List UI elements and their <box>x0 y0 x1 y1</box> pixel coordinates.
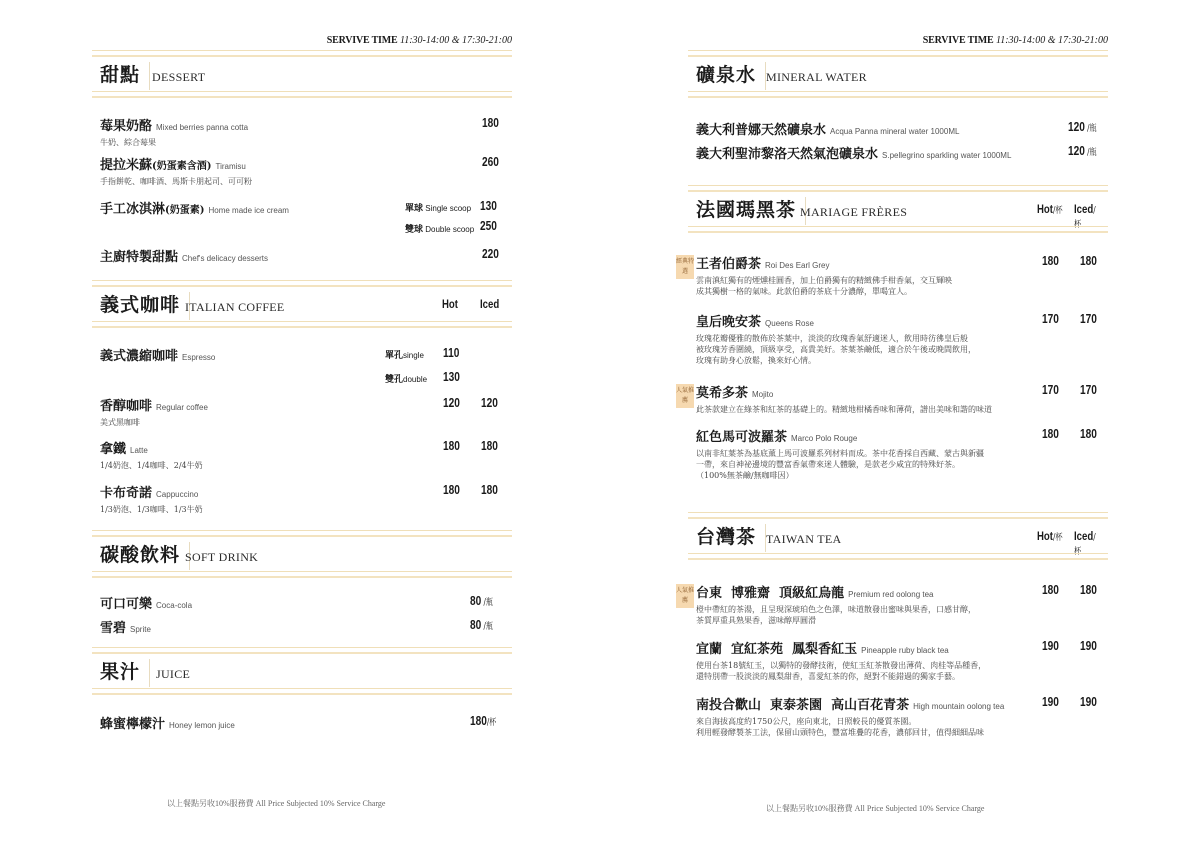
price-iced: 180 <box>1080 253 1097 268</box>
section-header-dessert <box>92 50 512 98</box>
service-time: SERVIVE TIME 11:30-14:00 & 17:30-21:00 <box>922 35 1108 46</box>
price: 110 <box>443 345 460 360</box>
menu-item: 香醇咖啡 Regular coffee 美式黑咖啡 120 120 <box>100 395 498 427</box>
option-label: 單球 Single scoop <box>405 204 472 214</box>
price: 80 /瓶 <box>470 617 493 632</box>
section-title-zh: 法國瑪黑茶 <box>696 197 806 225</box>
section-title-zh: 果汁 <box>100 659 150 687</box>
price-iced: 180 <box>1080 582 1097 597</box>
price: 220 <box>482 246 499 261</box>
price-hot: 180 <box>1042 253 1059 268</box>
section-title-zh: 甜點 <box>100 62 150 90</box>
price-hot: 190 <box>1042 638 1059 653</box>
menu-item: 義式濃縮咖啡 Espresso 單孔single 110 雙孔double 130 <box>100 345 460 385</box>
price-iced: 180 <box>481 482 498 497</box>
column-header-iced: Iced/杯 <box>1074 202 1096 230</box>
option-label: 雙孔double <box>385 375 428 385</box>
menu-item: 宜蘭 宜紅茶苑 鳳梨香紅玉 Pineapple ruby black tea 使用台茶18號紅玉，以獨特的發酵技術，使紅玉紅茶散發出薄荷、肉桂等品種香， 還特別帶一股淡淡的鳳梨甜香，喜愛紅茶的你，絕對不能錯過的獨家手藝。 190 190 <box>696 638 1097 681</box>
section-title-en: DESSERT <box>152 70 206 84</box>
price-hot: 170 <box>1042 382 1059 397</box>
column-header-iced: Iced <box>480 297 500 311</box>
section-header-juice <box>92 647 512 695</box>
price: 120 /瓶 <box>1068 143 1097 158</box>
left-menu-page <box>92 0 512 848</box>
section-title-en: MINERAL WATER <box>766 70 867 84</box>
menu-item: 主廚特製甜點 Chef's delicacy desserts 220 <box>100 246 499 265</box>
menu-item: 雪碧 Sprite 80 /瓶 <box>100 617 493 636</box>
price-iced: 120 <box>481 395 498 410</box>
price-iced: 180 <box>481 438 498 453</box>
section-title-en: JUICE <box>156 667 191 681</box>
popular-badge: 人氣推薦 <box>676 384 694 408</box>
column-header-hot: Hot/杯 <box>1037 529 1063 543</box>
price: 180 <box>482 115 499 130</box>
option-label: 單孔single <box>385 351 424 361</box>
menu-item: 人氣推薦 莫希多茶 Mojito 此茶款建立在綠茶和紅茶的基礎上的。精緻地柑橘香味和薄荷，譜出美味和諧的味道 170 170 <box>676 382 1097 414</box>
price-iced: 190 <box>1080 638 1097 653</box>
service-time: SERVIVE TIME 11:30-14:00 & 17:30-21:00 <box>326 35 512 46</box>
popular-badge: 人氣推薦 <box>676 584 694 608</box>
column-header-iced: Iced/杯 <box>1074 529 1096 557</box>
price-hot: 180 <box>1042 426 1059 441</box>
menu-item: 手工冰淇淋(奶蛋素) Home made ice cream 單球 Single scoop 130 雙球 Double scoop 250 <box>100 198 497 235</box>
price: 130 <box>480 198 497 213</box>
price-hot: 190 <box>1042 694 1059 709</box>
section-title-zh: 義式咖啡 <box>100 292 190 320</box>
section-header-mariage-freres <box>688 185 1108 233</box>
section-title-zh: 台灣茶 <box>696 524 766 552</box>
menu-item: 提拉米蘇(奶蛋素含酒) Tiramisu 手指餅乾、咖啡酒、馬斯卡朋起司、可可粉 260 <box>100 154 499 186</box>
column-header-hot: Hot <box>442 297 458 311</box>
menu-item: 皇后晚安茶 Queens Rose 玫瑰花瓣優雅的散佈於茶葉中，淡淡的玫瑰香氣舒適迷人，飲用時彷彿皇后般 被玫瑰芳香圍繞，頂級享受，高貴美好。茶葉茶鹼低，適合於午後或晚間飲用， 玫瑰有助身心放鬆，換來好心情。 170 170 <box>696 311 1097 365</box>
price: 250 <box>480 218 497 233</box>
price-hot: 180 <box>1042 582 1059 597</box>
price: 120 /瓶 <box>1068 119 1097 134</box>
section-title-zh: 碳酸飲料 <box>100 542 190 570</box>
price-iced: 170 <box>1080 311 1097 326</box>
menu-item: 莓果奶酪 Mixed berries panna cotta 牛奶、綜合莓果 180 <box>100 115 499 147</box>
section-title-en: SOFT DRINK <box>185 550 259 564</box>
menu-item: 蜂蜜檸檬汁 Honey lemon juice 180/杯 <box>100 713 497 732</box>
price-hot: 120 <box>443 395 460 410</box>
section-title-en: MARIAGE FRÈRES <box>800 205 908 219</box>
price-hot: 180 <box>443 482 460 497</box>
section-title-en: ITALIAN COFFEE <box>185 300 285 314</box>
menu-item: 經典特選 王者伯爵茶 Roi Des Earl Grey 雲南滇紅獨有的煙燻桂圓香，加上伯爵獨有的精緻佛手柑香氣，交互輝映 成其獨樹一格的氣味。此款伯爵的茶底十分濃醇，單喝宜人。 180 180 <box>676 253 1097 296</box>
price-hot: 180 <box>443 438 460 453</box>
option-label: 雙球 Double scoop <box>405 225 475 235</box>
section-header-mineral-water <box>688 50 1108 98</box>
price-iced: 180 <box>1080 426 1097 441</box>
price-iced: 170 <box>1080 382 1097 397</box>
menu-item: 可口可樂 Coca-cola 80 /瓶 <box>100 593 493 612</box>
price: 180/杯 <box>470 713 497 728</box>
menu-item: 義大利聖沛黎洛天然氣泡礦泉水 S.pellegrino sparkling water 1000ML 120 /瓶 <box>696 143 1097 162</box>
section-header-taiwan-tea <box>688 512 1108 560</box>
price: 260 <box>482 154 499 169</box>
menu-item: 南投合歡山 東泰茶園 高山百花青茶 High mountain oolong tea 來自海拔高度約1750公尺，座向東北，日照較長的優質茶園。 利用輕發酵製茶工法，保留山頭特色，豐富堆疊的花香，濃郁回甘，值得細細品味 190 190 <box>696 694 1097 737</box>
menu-item: 紅色馬可波羅茶 Marco Polo Rouge 以南非紅葉茶為基底薰上馬可波羅系列材料而成。茶中花香採自西藏、蒙古與新疆 一帶，來自神祕邊境的豐富香氣帶來迷人體驗，是款老少咸宜的特殊好茶。 （100%無茶鹼/無咖啡因） 180 180 <box>696 426 1097 480</box>
menu-item: 卡布奇諾 Cappuccino 1/3奶泡、1/3咖啡、1/3牛奶 180 180 <box>100 482 498 514</box>
menu-item: 人氣推薦 台東 博雅齋 頂級紅烏龍 Premium red oolong tea 橙中帶紅的茶湯，且呈現深琥珀色之色澤，味道散發出蜜味與果香，口感甘醇， 茶質厚重具熟果香，滋味醇厚圓滑 180 180 <box>676 582 1097 625</box>
service-charge-note: 以上餐點另收10%服務費 All Price Subjected 10% Service Charge <box>167 799 386 808</box>
service-charge-note: 以上餐點另收10%服務費 All Price Subjected 10% Service Charge <box>766 804 985 813</box>
price: 130 <box>443 369 460 384</box>
right-menu-page <box>676 0 1108 848</box>
price-iced: 190 <box>1080 694 1097 709</box>
featured-badge: 經典特選 <box>676 255 694 279</box>
section-title-en: TAIWAN TEA <box>766 532 842 546</box>
section-title-zh: 礦泉水 <box>696 62 766 90</box>
section-header-soft-drink <box>92 530 512 578</box>
section-header-italian-coffee <box>92 280 512 328</box>
column-header-hot: Hot/杯 <box>1037 202 1063 216</box>
menu-item: 拿鐵 Latte 1/4奶泡、1/4咖啡、2/4牛奶 180 180 <box>100 438 498 470</box>
price-hot: 170 <box>1042 311 1059 326</box>
price: 80 /瓶 <box>470 593 493 608</box>
menu-item: 義大利普娜天然礦泉水 Acqua Panna mineral water 1000ML 120 /瓶 <box>696 119 1097 138</box>
